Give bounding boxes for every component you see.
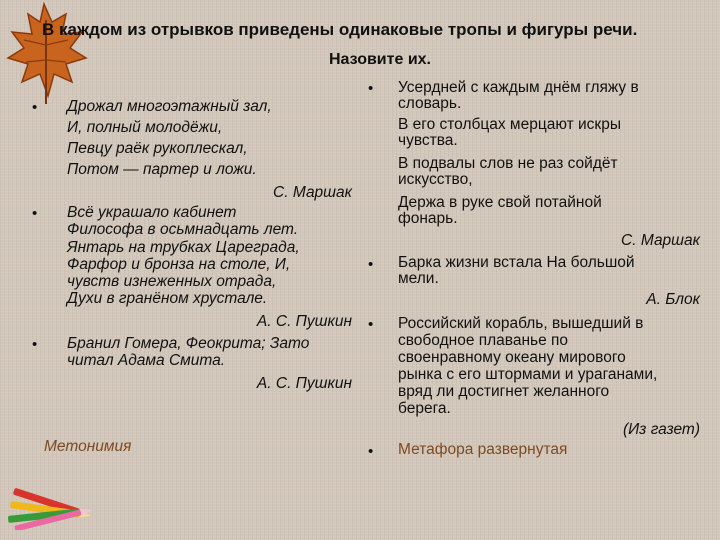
excerpt-line: Держа в руке свой потайной xyxy=(398,194,602,211)
bullet: • xyxy=(32,99,38,116)
bullet: • xyxy=(368,316,374,333)
excerpt-line: словарь. xyxy=(398,95,462,112)
bullet: • xyxy=(368,256,374,273)
page-title: В каждом из отрывков приведены одинаковые тропы и фигуры речи. xyxy=(42,20,638,39)
bullet: • xyxy=(32,336,38,353)
excerpt-line: Фарфор и бронза на столе, И, xyxy=(67,256,291,273)
bullet: • xyxy=(368,80,374,97)
excerpt-line: свободное плаванье по xyxy=(398,332,569,349)
answer-metonymy: Метонимия xyxy=(44,438,132,455)
excerpt-line: В его столбцах мерцают искры xyxy=(398,116,621,133)
excerpt-line: И, полный молодёжи, xyxy=(67,119,223,136)
excerpt-line: Философа в осьмнадцать лет. xyxy=(67,221,299,238)
excerpt-line: чувств изнеженных отрада, xyxy=(67,273,277,290)
excerpt-line: Всё украшало кабинет xyxy=(67,204,237,221)
excerpt-line: Потом — партер и ложи. xyxy=(67,161,257,178)
excerpt-line: своенравному океану мирового xyxy=(398,349,626,366)
excerpt-line: рынка с его штормами и ураганами, xyxy=(398,366,658,383)
excerpt-line: искусство, xyxy=(398,171,473,188)
answer-metaphor: Метафора развернутая xyxy=(398,441,568,458)
excerpt-author: А. С. Пушкин xyxy=(256,375,352,392)
excerpt-line: вряд ли достигнет желанного xyxy=(398,383,610,400)
autumn-leaf-icon xyxy=(0,0,90,110)
excerpt-line: Духи в гранёном хрустале. xyxy=(67,290,268,307)
excerpt-line: берега. xyxy=(398,400,451,417)
excerpt-line: Барка жизни встала На большой xyxy=(398,254,635,271)
excerpt-line: фонарь. xyxy=(398,210,458,227)
excerpt-line: Дрожал многоэтажный зал, xyxy=(67,98,272,115)
excerpt-line: Певцу раёк рукоплескал, xyxy=(67,140,248,157)
page-subtitle: Назовите их. xyxy=(328,51,431,68)
bullet: • xyxy=(368,443,374,460)
excerpt-author: А. С. Пушкин xyxy=(256,313,352,330)
excerpt-line: Усердней с каждым днём гляжу в xyxy=(398,79,639,96)
excerpt-line: Российский корабль, вышедший в xyxy=(398,315,644,332)
excerpt-line: Бранил Гомера, Феокрита; Зато xyxy=(67,335,310,352)
excerpt-line: чувства. xyxy=(398,132,458,149)
crayons-icon xyxy=(6,484,106,530)
bullet: • xyxy=(32,205,38,222)
excerpt-line: Янтарь на трубках Цареграда, xyxy=(67,239,300,256)
excerpt-author: (Из газет) xyxy=(622,421,700,438)
excerpt-line: мели. xyxy=(398,270,439,287)
excerpt-author: С. Маршак xyxy=(273,184,352,201)
excerpt-author: С. Маршак xyxy=(621,232,700,249)
excerpt-author: А. Блок xyxy=(646,291,700,308)
excerpt-line: В подвалы слов не раз сойдёт xyxy=(398,155,618,172)
excerpt-line: читал Адама Смита. xyxy=(67,352,226,369)
